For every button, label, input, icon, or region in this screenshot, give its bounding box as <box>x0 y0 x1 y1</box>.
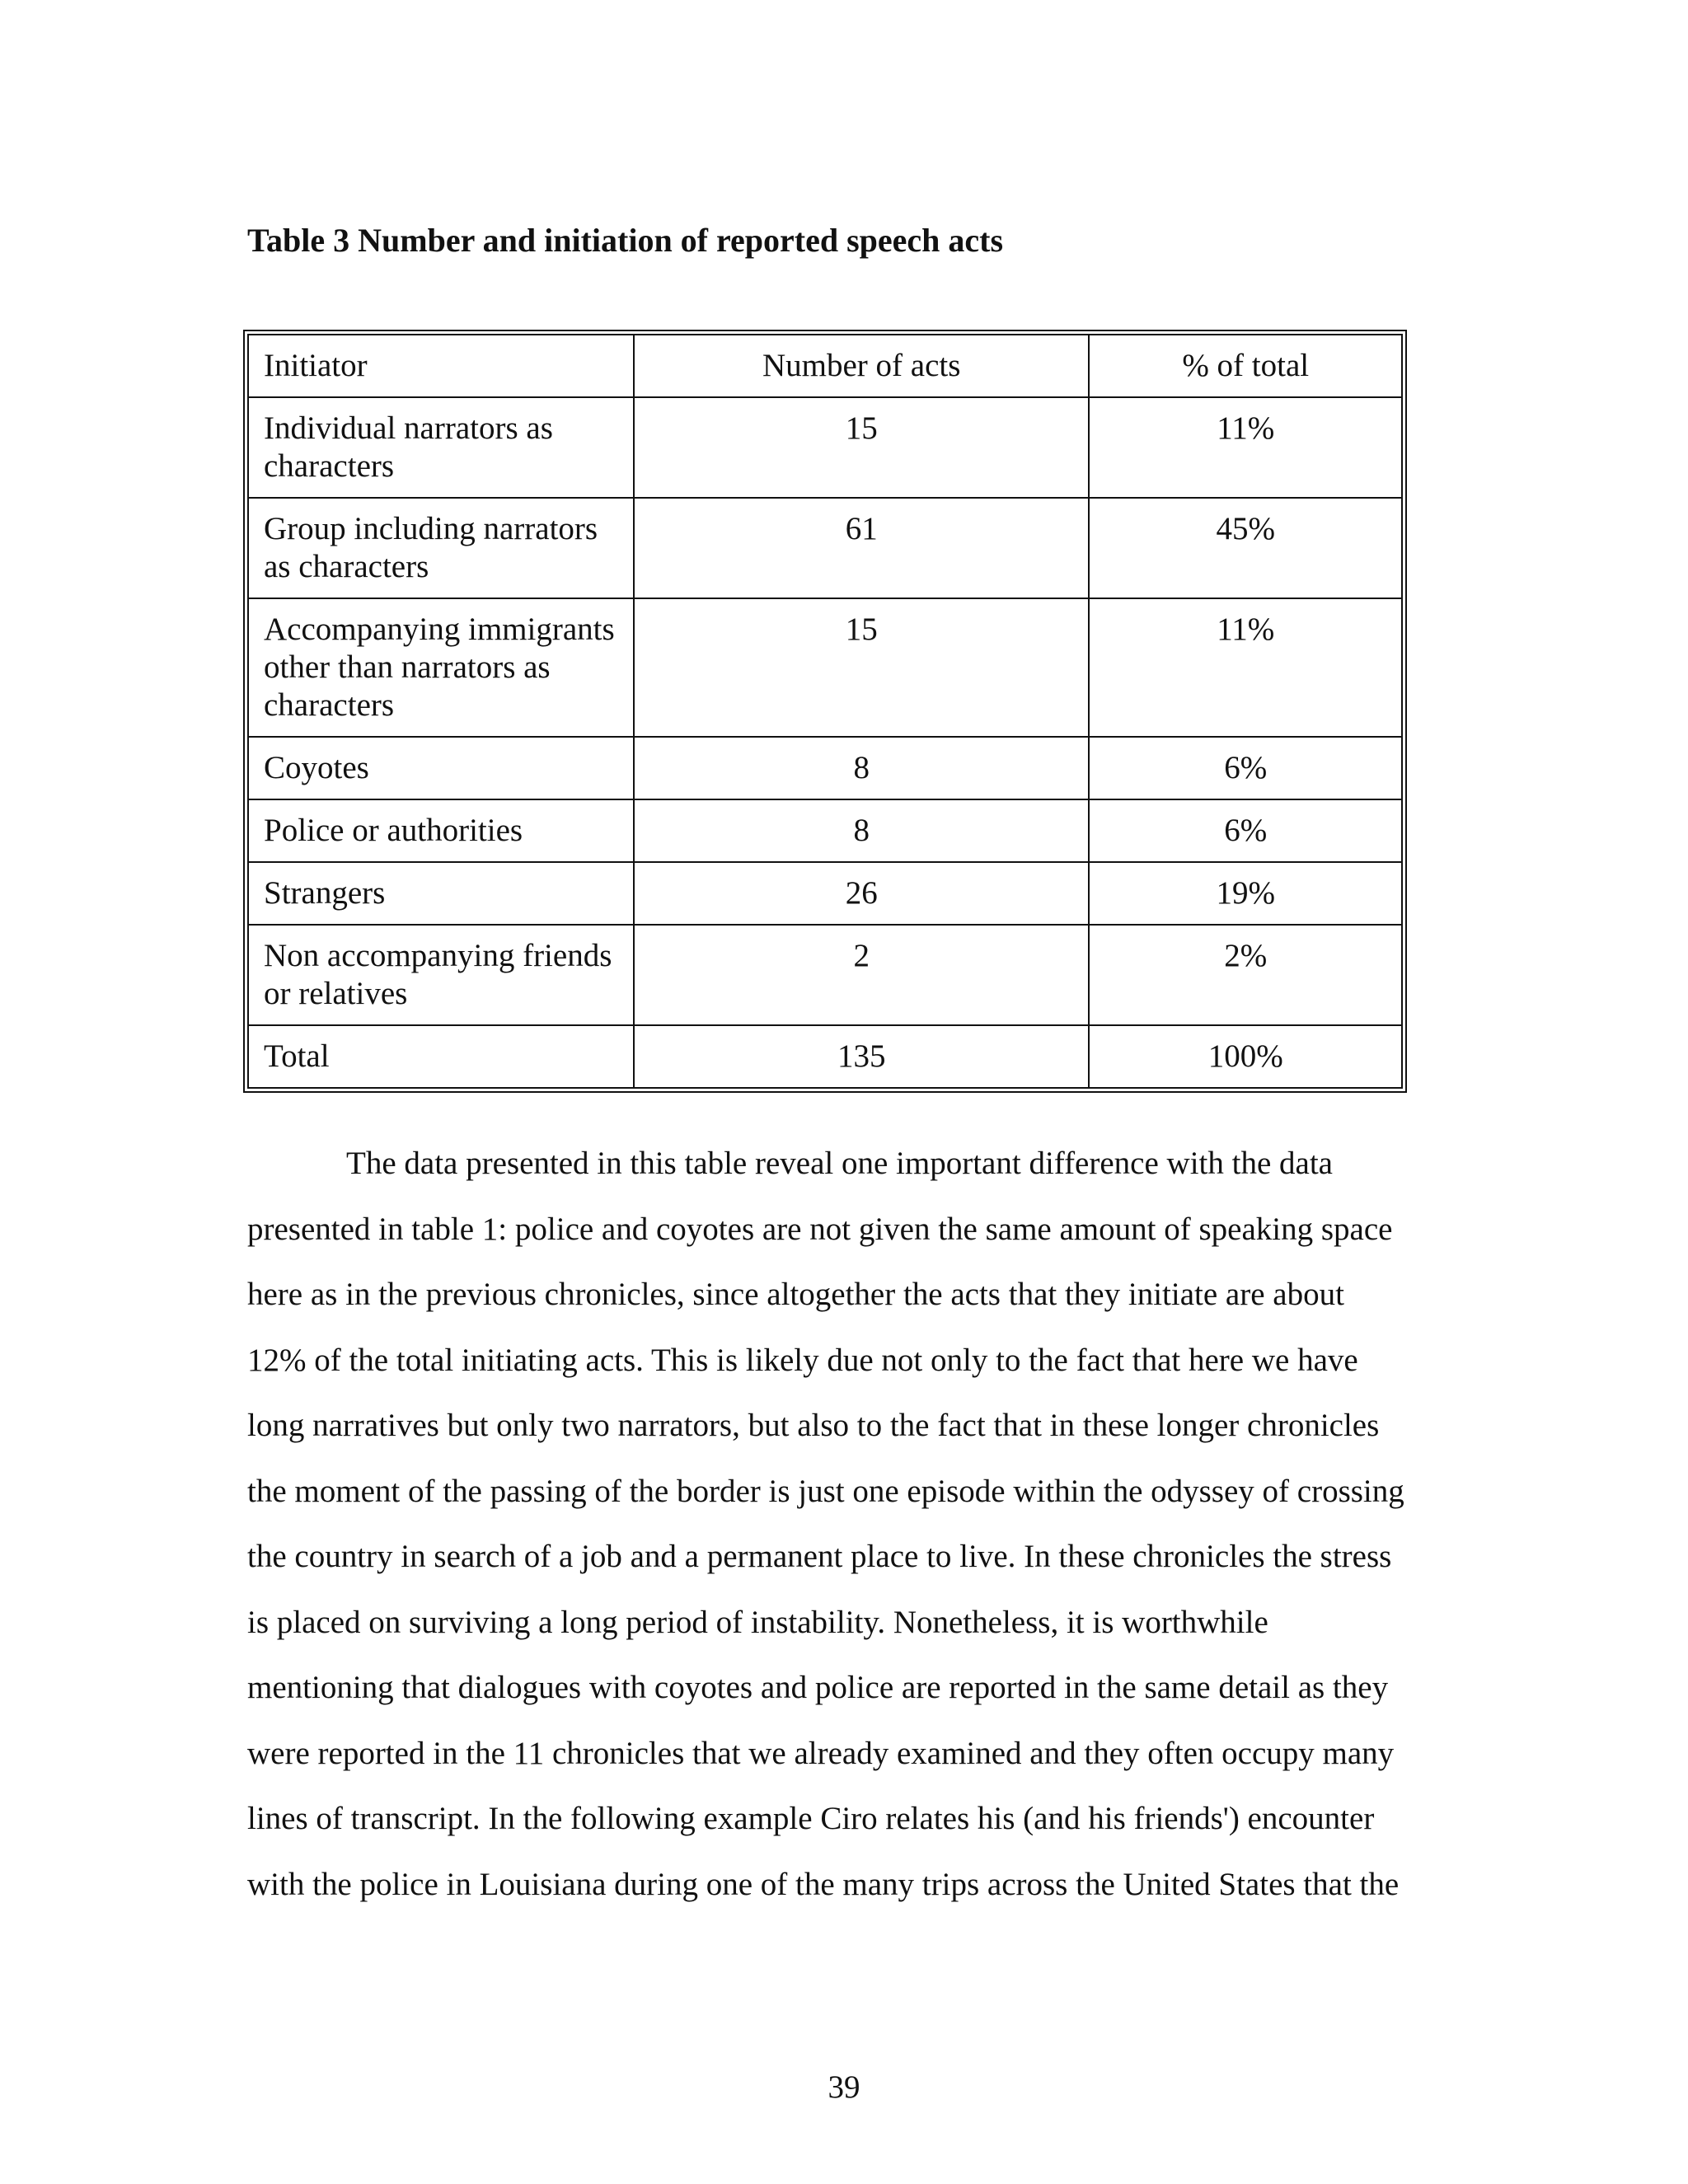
header-percent-of-total: % of total <box>1089 335 1401 397</box>
paragraph-line: long narratives but only two narrators, but also to the fact that in these longer chronicles <box>247 1408 1380 1443</box>
row-percent-of-total: 100% <box>1089 1025 1401 1087</box>
row-initiator: Non accompanying friends or relatives <box>249 925 634 1025</box>
row-number-of-acts: 61 <box>634 498 1089 598</box>
row-number-of-acts: 15 <box>634 397 1089 498</box>
paragraph-line: with the police in Louisiana during one of the many trips across the United States that the <box>247 1866 1400 1902</box>
header-number-of-acts: Number of acts <box>634 335 1089 397</box>
row-percent-of-total: 19% <box>1089 862 1401 925</box>
table-title: Table 3 Number and initiation of reported speech acts <box>247 222 1004 259</box>
paragraph-line: presented in table 1: police and coyotes are not given the same amount of speaking space <box>247 1211 1393 1247</box>
paragraph-line: lines of transcript. In the following example Ciro relates his (and his friends') encounter <box>247 1801 1375 1836</box>
table-row <box>249 925 1401 1025</box>
row-percent-of-total: 6% <box>1089 799 1401 862</box>
speech-acts-table <box>249 335 1401 1087</box>
row-percent-of-total: 45% <box>1089 498 1401 598</box>
paragraph-line: 12% of the total initiating acts. This is likely due not only to the fact that here we have <box>247 1342 1358 1378</box>
table-row <box>249 598 1401 737</box>
row-number-of-acts: 8 <box>634 799 1089 862</box>
paragraph-line: the country in search of a job and a permanent place to live. In these chronicles the stress <box>247 1539 1392 1574</box>
row-initiator: Total <box>249 1025 634 1087</box>
table-row <box>249 397 1401 498</box>
row-number-of-acts: 135 <box>634 1025 1089 1087</box>
row-percent-of-total: 11% <box>1089 598 1401 737</box>
paragraph-line: the moment of the passing of the border is just one episode within the odyssey of crossing <box>247 1473 1404 1509</box>
row-number-of-acts: 26 <box>634 862 1089 925</box>
table-row <box>249 799 1401 862</box>
table-total-row <box>249 1025 1401 1087</box>
paragraph-line: were reported in the 11 chronicles that we already examined and they often occupy many <box>247 1735 1395 1771</box>
row-initiator: Individual narrators as characters <box>249 397 634 498</box>
paragraph-line: is placed on surviving a long period of instability. Nonetheless, it is worthwhile <box>247 1604 1268 1640</box>
row-initiator: Accompanying immigrants other than narrators as characters <box>249 598 634 737</box>
table-header-row <box>249 335 1401 397</box>
row-initiator: Police or authorities <box>249 799 634 862</box>
row-number-of-acts: 8 <box>634 737 1089 799</box>
body-paragraph <box>247 1131 1451 1917</box>
table-row <box>249 737 1401 799</box>
page-number: 39 <box>828 2069 860 2105</box>
table-row <box>249 862 1401 925</box>
row-initiator: Strangers <box>249 862 634 925</box>
row-percent-of-total: 2% <box>1089 925 1401 1025</box>
paragraph-line: mentioning that dialogues with coyotes and police are reported in the same detail as they <box>247 1670 1389 1705</box>
header-initiator: Initiator <box>249 335 634 397</box>
paragraph-line: here as in the previous chronicles, since altogether the acts that they initiate are about <box>247 1277 1344 1312</box>
table-frame <box>243 330 1407 1093</box>
row-number-of-acts: 2 <box>634 925 1089 1025</box>
row-percent-of-total: 6% <box>1089 737 1401 799</box>
row-initiator: Coyotes <box>249 737 634 799</box>
table-row <box>249 498 1401 598</box>
paragraph-line: The data presented in this table reveal one important difference with the data <box>346 1146 1333 1181</box>
row-number-of-acts: 15 <box>634 598 1089 737</box>
row-initiator: Group including narrators as characters <box>249 498 634 598</box>
row-percent-of-total: 11% <box>1089 397 1401 498</box>
